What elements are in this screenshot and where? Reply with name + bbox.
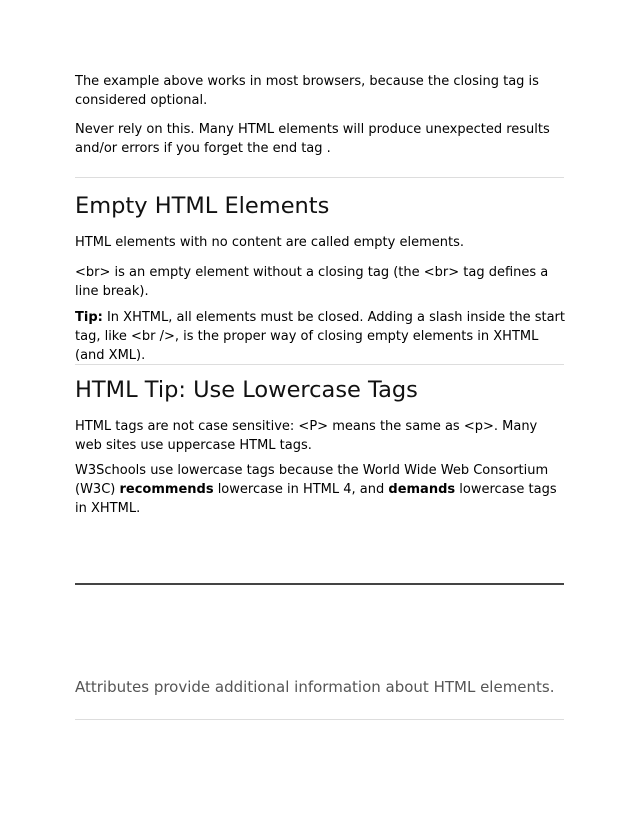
attributes-intro: Attributes provide additional information about HTML elements. (75, 678, 555, 696)
tip-text (75, 308, 565, 365)
divider (75, 719, 564, 720)
section-divider (75, 583, 564, 585)
intro-text-2: Never rely on this. Many HTML elements will produce unexpected results and/or errors if you forget the end tag . (75, 122, 550, 156)
lowercase-paragraph-2 (75, 461, 565, 518)
divider (75, 364, 564, 365)
recommends-emphasis: recommends (119, 482, 214, 497)
lowercase-paragraph-1 (75, 417, 565, 455)
lowercase-text-1: HTML tags are not case sensitive: <P> means the same as <p>. Many web sites use uppercase HTML tags. (75, 419, 538, 453)
empty-elements-text-1: HTML elements with no content are called empty elements. (75, 235, 464, 250)
lowercase-heading-wrap (75, 377, 565, 403)
empty-elements-heading-wrap (75, 193, 565, 219)
tip-paragraph (75, 308, 565, 365)
lowercase-text-2-e: lowercase tags in XHTML. (75, 482, 557, 516)
lowercase-text-2 (75, 461, 565, 518)
intro-paragraph-2 (75, 120, 565, 158)
lowercase-text-2-a: W3Schools use lowercase tags because the World Wide Web Consortium (W3C) (75, 463, 549, 497)
empty-elements-paragraph-1 (75, 233, 565, 252)
empty-elements-text-2: <br> is an empty element without a closing tag (the <br> tag defines a line break). (75, 265, 549, 299)
divider (75, 177, 564, 178)
demands-emphasis: demands (388, 482, 456, 497)
intro-paragraph-1 (75, 72, 565, 110)
tip-body: In XHTML, all elements must be closed. Adding a slash inside the start tag, like <br />, is the proper way of closing empty elements in XHTML (and XML). (75, 310, 565, 363)
empty-elements-heading: Empty HTML Elements (75, 193, 330, 219)
attributes-intro-wrap (75, 677, 565, 697)
tip-label: Tip: (75, 310, 103, 325)
intro-text-1: The example above works in most browsers, because the closing tag is considered optional. (75, 74, 539, 108)
lowercase-tags-heading: HTML Tip: Use Lowercase Tags (75, 377, 418, 403)
lowercase-text-2-c: lowercase in HTML 4, and (213, 482, 389, 497)
empty-elements-paragraph-2 (75, 263, 565, 301)
